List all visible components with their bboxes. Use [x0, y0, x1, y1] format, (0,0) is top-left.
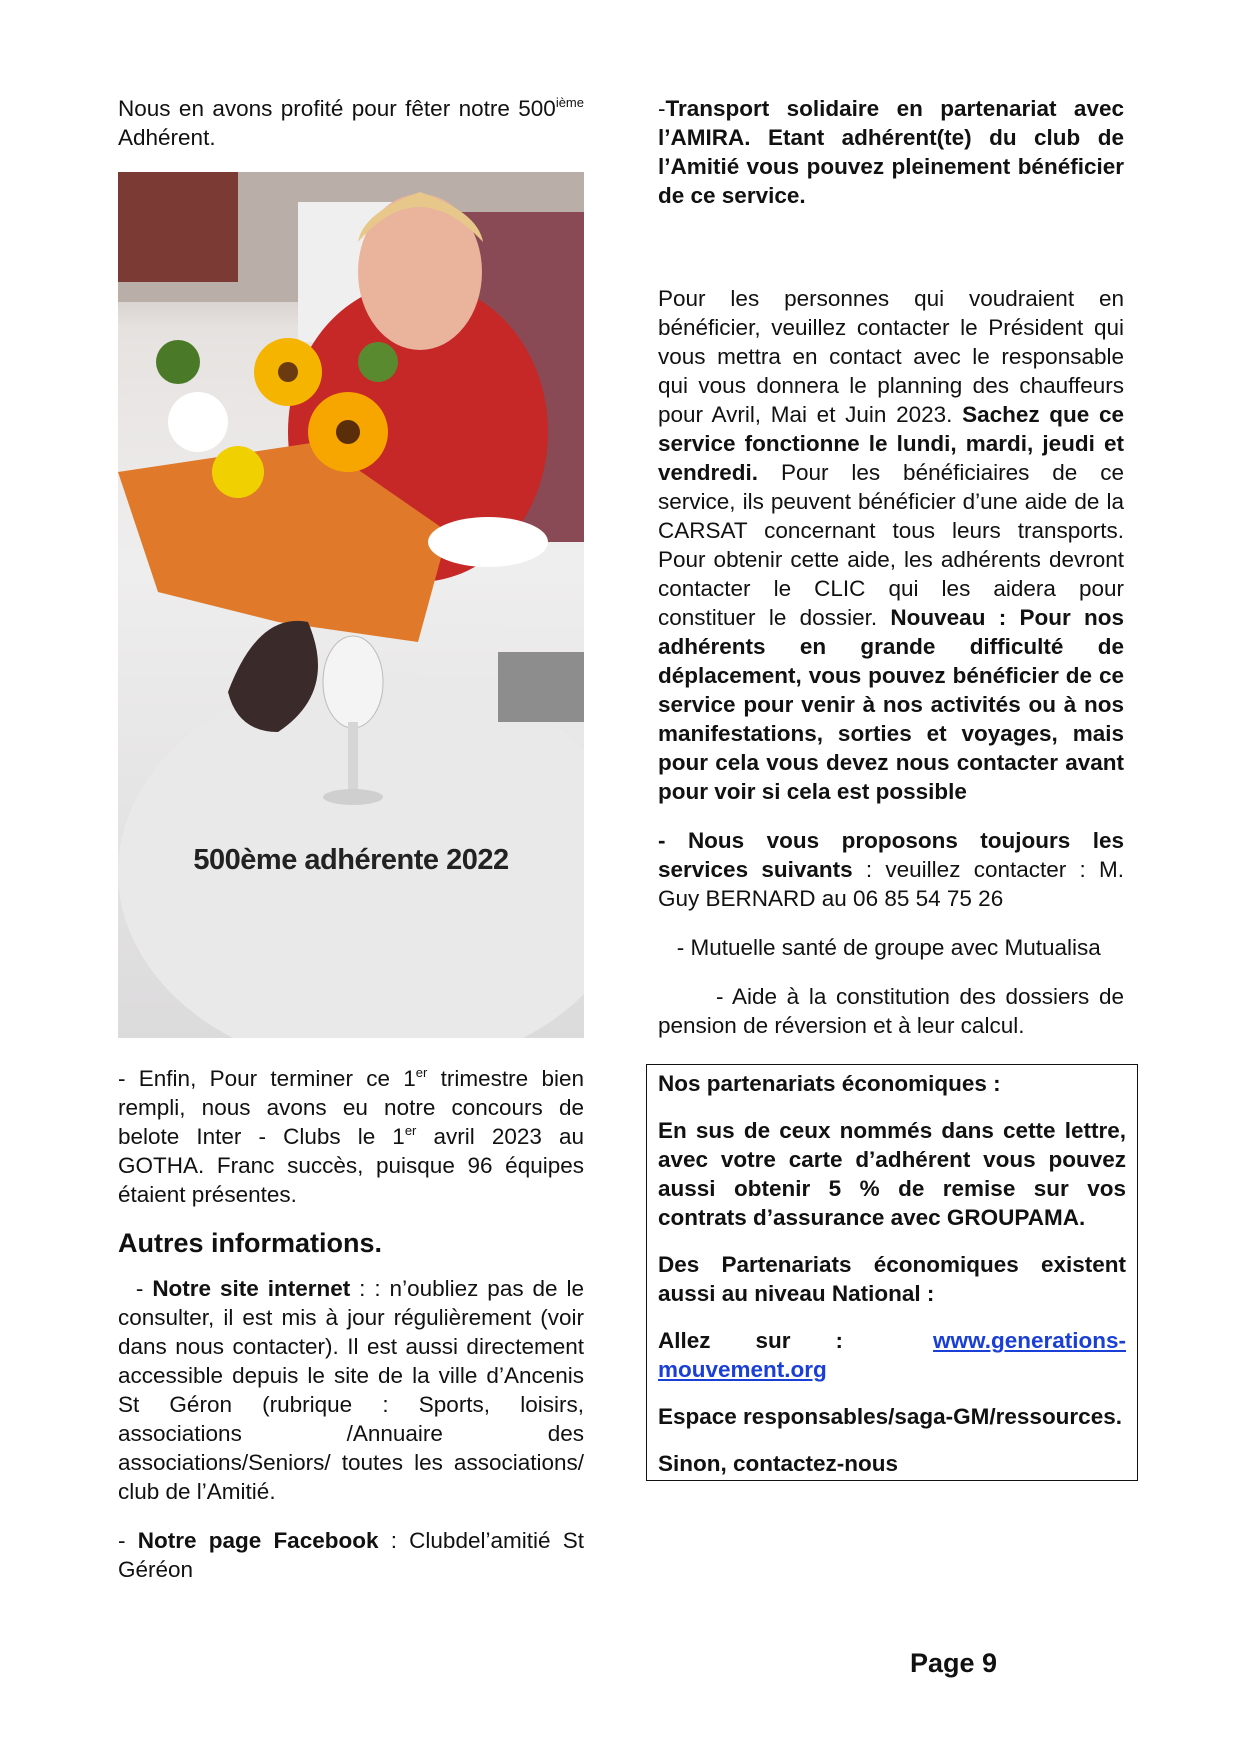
right-column	[658, 94, 1131, 1481]
belote-paragraph: - Enfin, Pour terminer ce 1er trimestre bien rempli, nous avons eu notre concours de belote Inter - Clubs le 1er avril 2023 au GOTHA. Franc succès, puisque 96 équipes étaient présentes.	[118, 1065, 584, 1207]
generations-link[interactable]: www.generations-mouvement.org	[658, 1328, 1126, 1382]
facebook-paragraph: - Notre page Facebook : Clubdel’amitié St Géréon	[118, 1528, 584, 1582]
mutuelle-item: - Mutuelle santé de groupe avec Mutualisa	[658, 935, 1101, 960]
section-heading: Autres informations.	[118, 1228, 383, 1258]
national-text: Des Partenariats économiques existent aussi au niveau National :	[658, 1252, 1126, 1306]
photo-caption: 500ème adhérente 2022	[193, 844, 509, 876]
pension-item: - Aide à la constitution des dossiers de pension de réversion et à leur calcul.	[658, 984, 1131, 1038]
services-paragraph: - Nous vous proposons toujours les services suivants : veuillez contacter : M. Guy BERNARD au 06 85 54 75 26	[658, 828, 1125, 911]
partnerships-box	[646, 1064, 1138, 1481]
contact-paragraph: Pour les personnes qui voudraient en bénéficier, veuillez contacter le Président qui vous mettra en contact avec le responsable qui vous donnera le planning des chauffeurs pour Avril, Mai et Juin 2023. Sachez que ce service fonctionne le lundi, mardi, jeudi et vendredi. Pour les bénéficiaires de ce service, ils peuvent bénéficier d’une aide de la CARSAT concernant tous leurs transports. Pour obtenir cette aide, les adhérents devront contacter le CLIC qui les aidera pour constituer le dossier. Nouveau : Pour nos adhérents en grande difficulté de déplacement, vous pouvez bénéficier de ce service pour venir à nos activités ou à nos manifestations, sorties et voyages, mais pour cela vous devez nous contacter avant pour voir si cela est possible	[658, 286, 1124, 804]
partnerships-title: Nos partenariats économiques :	[658, 1071, 1001, 1096]
page-number: Page 9	[910, 1648, 998, 1678]
partnerships-text: En sus de ceux nommés dans cette lettre, avec votre carte d’adhérent vous pouvez aussi obtenir 5 % de remise sur vos contrats d’assurance avec GROUPAMA.	[658, 1118, 1126, 1230]
transport-paragraph: -Transport solidaire en partenariat avec l’AMIRA. Etant adhérent(te) du club de l’Amitié vous pouvez pleinement bénéficier de ce service.	[658, 96, 1124, 208]
allez-line: Allez sur : www.generations-mouvement.org	[658, 1328, 1126, 1382]
photo-500th-member	[118, 172, 584, 1038]
website-paragraph: - Notre site internet : : n’oubliez pas de le consulter, il est mis à jour régulièrement (voir dans nous contacter). Il est aussi directement accessible depuis le site de la ville d’Ancenis St Géron (rubrique : Sports, loisirs, associations /Annuaire des associations/Seniors/ toutes les associations/ club de l’Amitié.	[118, 1276, 584, 1504]
left-column	[118, 94, 584, 1604]
photo-illustration	[118, 172, 584, 1038]
intro-paragraph: Nous en avons profité pour fêter notre 500ième Adhérent.	[118, 95, 584, 150]
contact-line: Sinon, contactez-nous	[658, 1451, 899, 1476]
espace-line: Espace responsables/saga-GM/ressources.	[658, 1404, 1122, 1429]
